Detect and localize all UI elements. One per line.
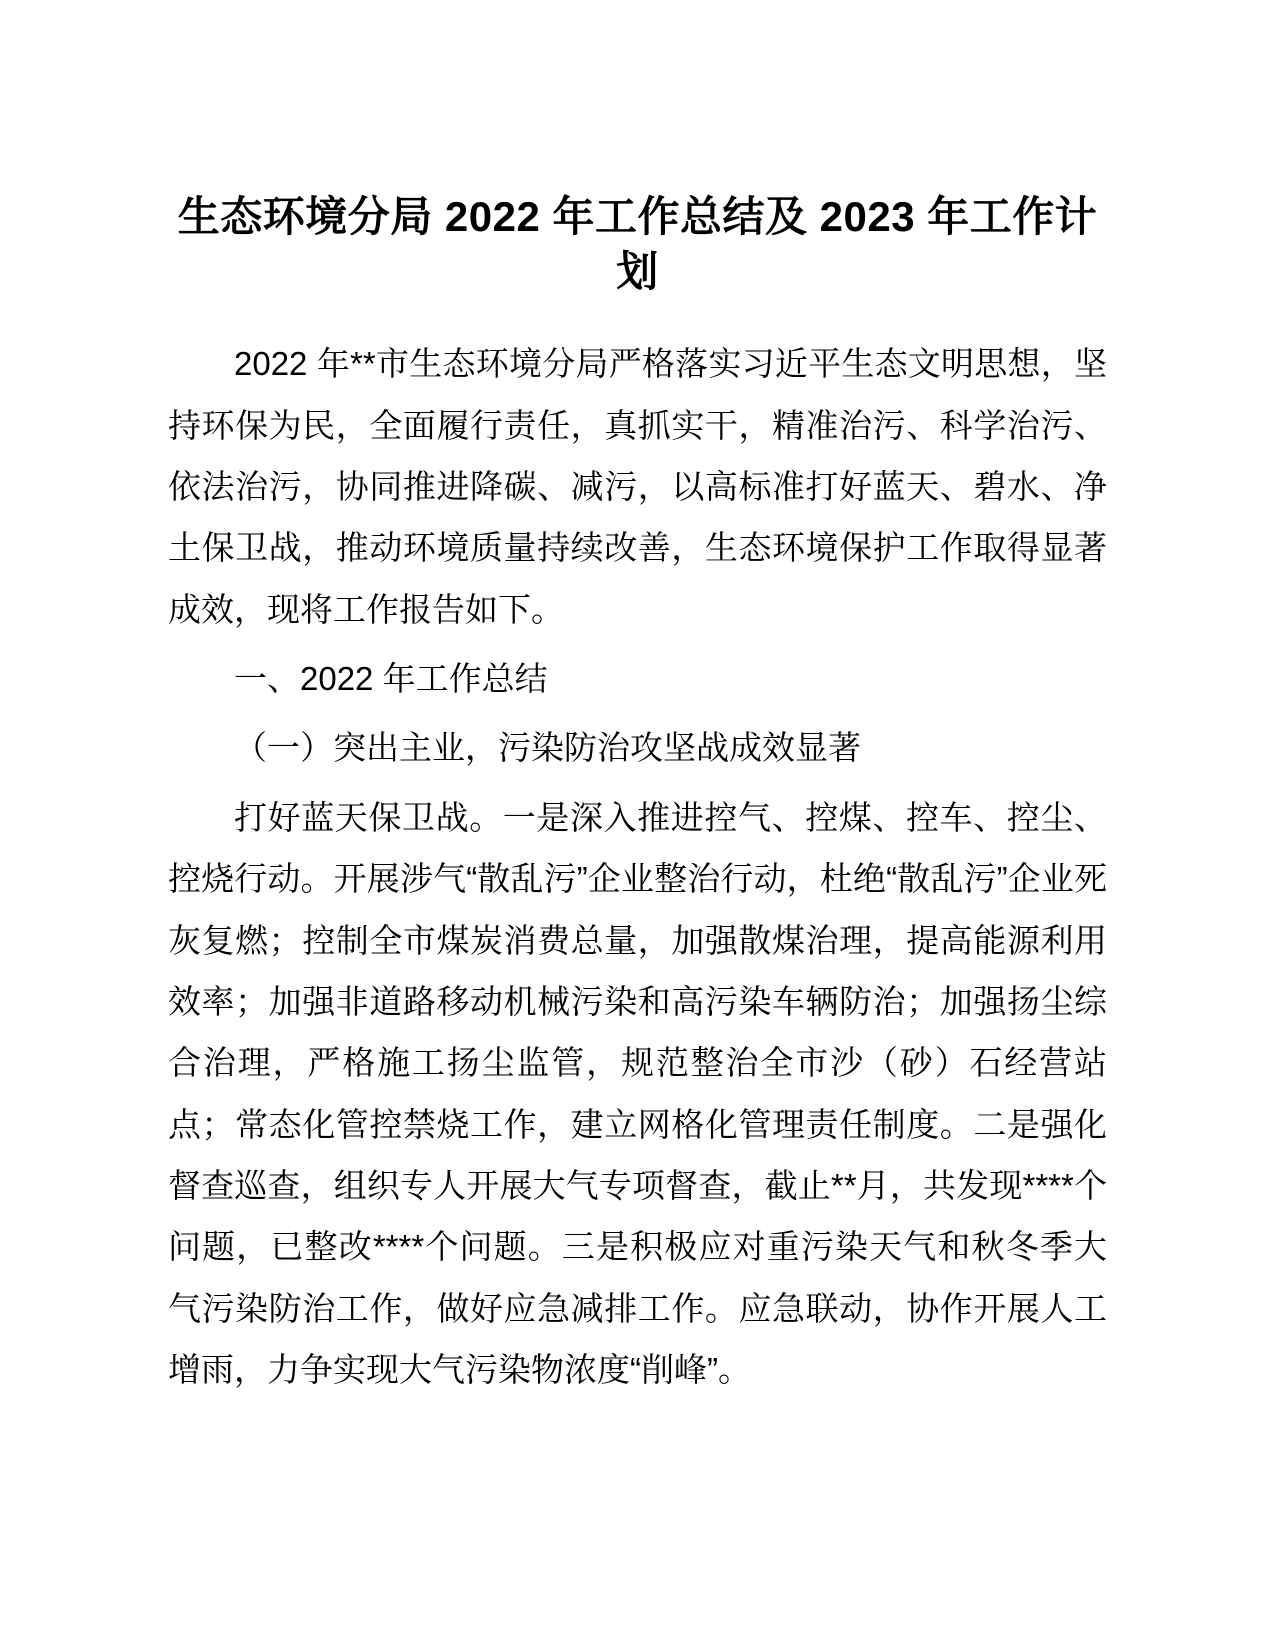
body-paragraph-1: 打好蓝天保卫战。一是深入推进控气、控煤、控车、控尘、控烧行动。开展涉气“散乱污”企业整治行动，杜绝“散乱污”企业死灰复燃；控制全市煤炭消费总量，加强散煤治理，提高能源利用效率；加强非道路移动机械污染和高污染车辆防治；加强扬尘综合治理，严格施工扬尘监管，规范整治全市沙（砂）石经营站点；常态化管控禁烧工作，建立网格化管理责任制度。二是强化督查巡查，组织专人开展大气专项督查，截止**月，共发现****个问题，已整改****个问题。三是积极应对重污染天气和秋冬季大气污染防治工作，做好应急减排工作。应急联动，协作开展人工增雨，力争实现大气污染物浓度“削峰”。 <box>168 798 1107 1389</box>
page-title: 生态环境分局 2022 年工作总结及 2023 年工作计划 <box>177 193 1098 295</box>
section-heading-1: 一、2022 年工作总结 <box>234 660 548 698</box>
subsection-heading-1: （一）突出主业，污染防治攻坚战成效显著 <box>234 729 861 767</box>
intro-paragraph: 2022 年**市生态环境分局严格落实习近平生态文明思想，坚持环保为民，全面履行责任，真抓实干，精准治污、科学治污、依法治污，协同推进降碳、减污，以高标准打好蓝天、碧水、净土保卫战，推动环境质量持续改善，生态环境保护工作取得显著成效，现将工作报告如下。 <box>168 345 1107 628</box>
